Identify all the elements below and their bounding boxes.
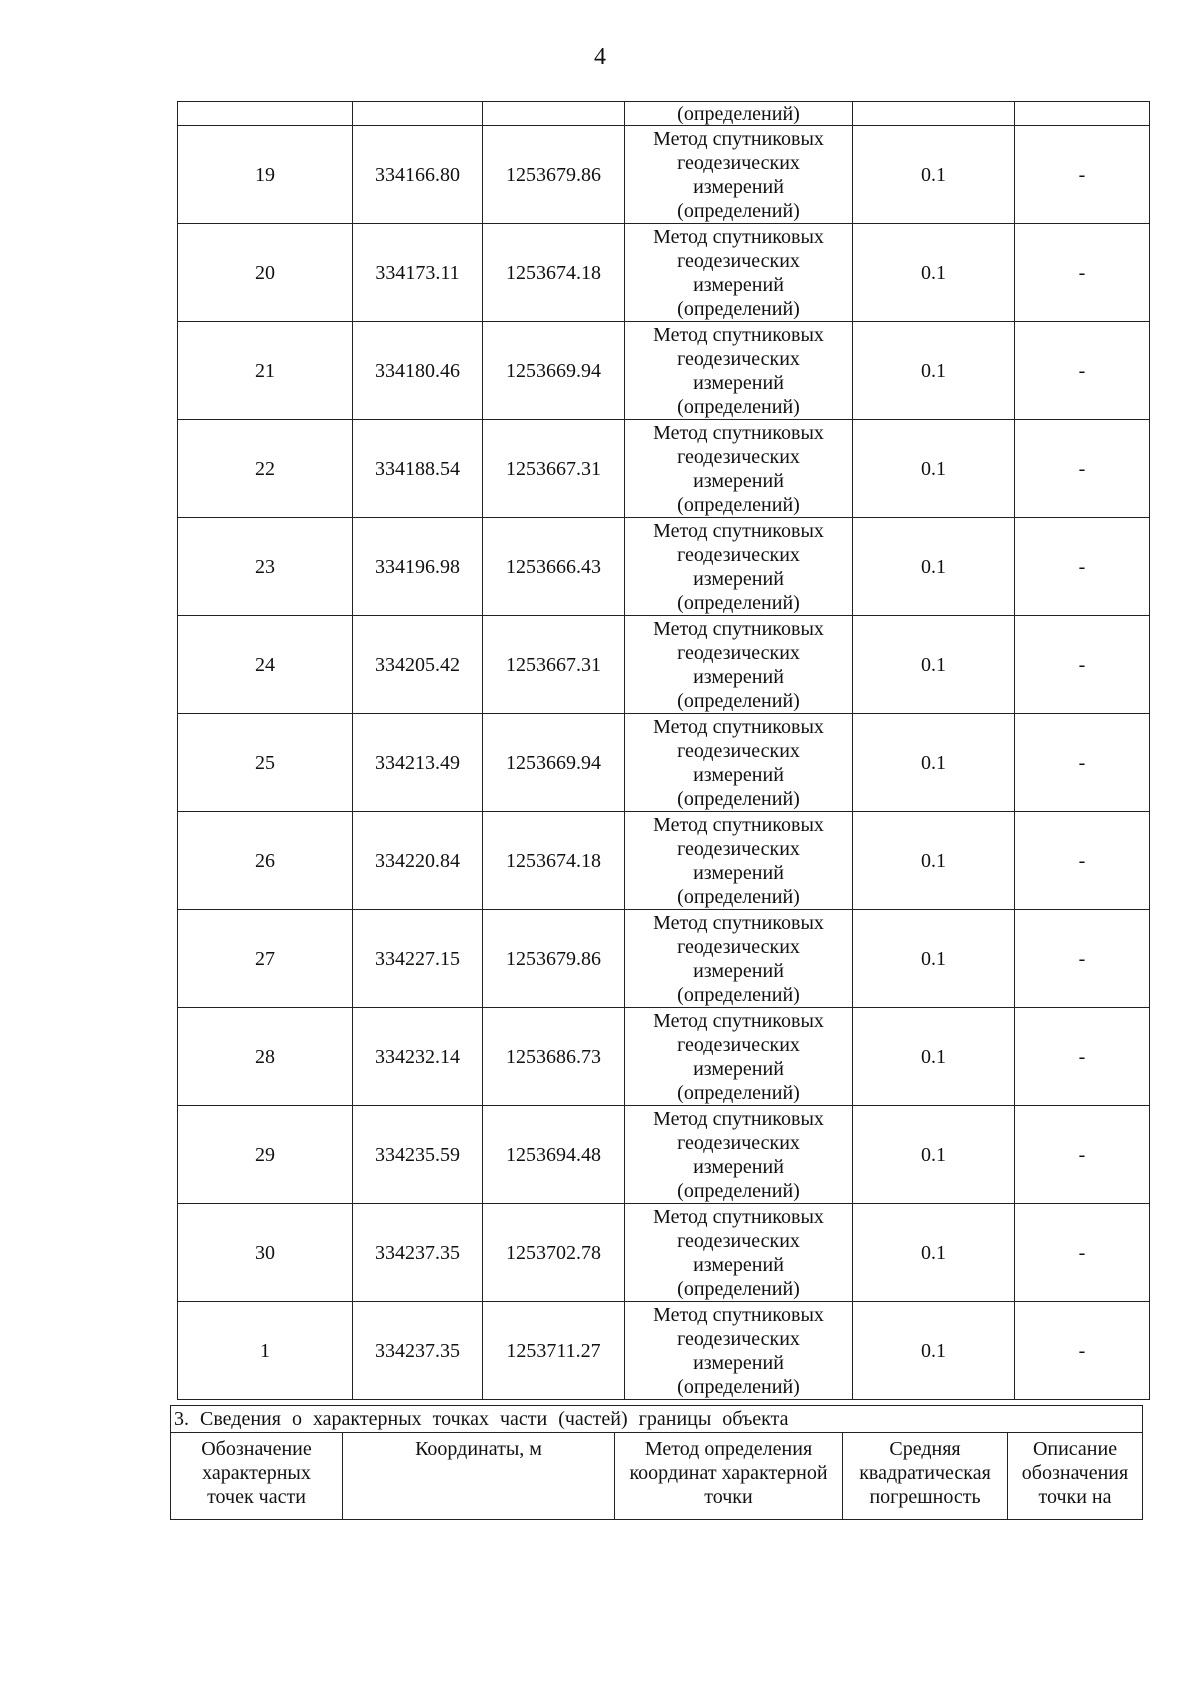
accuracy-cell: 0.1: [853, 224, 1015, 322]
description-cell: -: [1015, 812, 1150, 910]
description-cell: -: [1015, 1106, 1150, 1204]
method-line: геодезических: [677, 1131, 800, 1154]
header-line: Координаты, м: [415, 1438, 542, 1460]
method-line: (определений): [677, 199, 800, 222]
table-row: [178, 126, 1150, 224]
method-line: Метод спутниковых: [653, 911, 824, 934]
method-text: [653, 1303, 824, 1399]
accuracy-cell: 0.1: [853, 420, 1015, 518]
description-cell: -: [1015, 714, 1150, 812]
point-cell: [178, 102, 353, 126]
header-line: квадратическая: [859, 1462, 991, 1484]
method-line: (определений): [677, 1375, 800, 1398]
method-line: Метод спутниковых: [653, 127, 824, 150]
method-text: [653, 323, 824, 419]
method-line: геодезических: [677, 347, 800, 370]
method-text: [653, 519, 824, 615]
table-row: [178, 812, 1150, 910]
method-line: геодезических: [677, 1033, 800, 1056]
method-line: Метод спутниковых: [653, 519, 824, 542]
method-line: геодезических: [677, 1327, 800, 1350]
method-text: [653, 127, 824, 223]
method-cell: [625, 224, 853, 322]
method-line: измерений: [693, 371, 784, 394]
method-text: [653, 813, 824, 909]
table-row: [178, 1008, 1150, 1106]
method-line: (определений): [677, 983, 800, 1006]
accuracy-cell: 0.1: [853, 126, 1015, 224]
y-cell: 1253667.31: [483, 616, 625, 714]
accuracy-cell: 0.1: [853, 910, 1015, 1008]
x-cell: 334188.54: [353, 420, 483, 518]
point-cell: 27: [178, 910, 353, 1008]
accuracy-cell: 0.1: [853, 616, 1015, 714]
method-line: геодезических: [677, 1229, 800, 1252]
description-cell: -: [1015, 1204, 1150, 1302]
x-cell: 334213.49: [353, 714, 483, 812]
header-accuracy: [843, 1433, 1008, 1520]
description-cell: [1015, 102, 1150, 126]
method-cell: [625, 1008, 853, 1106]
method-line: Метод спутниковых: [653, 1009, 824, 1032]
method-text: [653, 1009, 824, 1105]
method-line: Метод спутниковых: [653, 813, 824, 836]
method-line: геодезических: [677, 641, 800, 664]
y-cell: 1253686.73: [483, 1008, 625, 1106]
description-cell: -: [1015, 322, 1150, 420]
point-cell: 20: [178, 224, 353, 322]
method-line: Метод спутниковых: [653, 715, 824, 738]
table-row: [178, 420, 1150, 518]
header-point-designation: [171, 1433, 343, 1520]
y-cell: 1253679.86: [483, 126, 625, 224]
x-cell: 334205.42: [353, 616, 483, 714]
description-cell: -: [1015, 224, 1150, 322]
y-cell: 1253679.86: [483, 910, 625, 1008]
table-row: [178, 1106, 1150, 1204]
method-line: Метод спутниковых: [653, 1303, 824, 1326]
description-cell: -: [1015, 518, 1150, 616]
accuracy-cell: 0.1: [853, 1008, 1015, 1106]
description-cell: -: [1015, 910, 1150, 1008]
method-line: геодезических: [677, 739, 800, 762]
y-cell: [483, 102, 625, 126]
header-line: характерных: [202, 1462, 311, 1484]
point-cell: 26: [178, 812, 353, 910]
header-line: Описание: [1032, 1438, 1118, 1460]
table-row: [178, 518, 1150, 616]
method-line: (определений): [677, 493, 800, 516]
method-cell: [625, 910, 853, 1008]
accuracy-cell: 0.1: [853, 714, 1015, 812]
y-cell: 1253669.94: [483, 714, 625, 812]
method-line: Метод спутниковых: [653, 1107, 824, 1130]
x-cell: 334220.84: [353, 812, 483, 910]
header-line: Средняя: [889, 1438, 961, 1460]
header-method: [615, 1433, 843, 1520]
method-cell: [625, 714, 853, 812]
table-row: [178, 616, 1150, 714]
header-coordinates: [343, 1433, 615, 1520]
x-cell: 334237.35: [353, 1204, 483, 1302]
point-cell: 24: [178, 616, 353, 714]
accuracy-cell: 0.1: [853, 322, 1015, 420]
point-cell: 29: [178, 1106, 353, 1204]
header-line: точки на: [1038, 1486, 1112, 1508]
method-line: геодезических: [677, 249, 800, 272]
method-line: Метод спутниковых: [653, 617, 824, 640]
method-text: [653, 911, 824, 1007]
point-cell: 19: [178, 126, 353, 224]
point-cell: 23: [178, 518, 353, 616]
method-line: (определений): [677, 591, 800, 614]
method-text: [653, 421, 824, 517]
y-cell: 1253702.78: [483, 1204, 625, 1302]
method-cell: [625, 812, 853, 910]
point-cell: 22: [178, 420, 353, 518]
header-line: координат характерной: [629, 1462, 828, 1484]
method-line: измерений: [693, 1057, 784, 1080]
y-cell: 1253666.43: [483, 518, 625, 616]
method-line: геодезических: [677, 837, 800, 860]
method-line: измерений: [693, 469, 784, 492]
method-cell: [625, 1302, 853, 1400]
method-cell: [625, 518, 853, 616]
header-description: [1008, 1433, 1143, 1520]
method-line: измерений: [693, 959, 784, 982]
y-cell: 1253669.94: [483, 322, 625, 420]
point-cell: 1: [178, 1302, 353, 1400]
header-line: Обозначение: [201, 1438, 312, 1460]
y-cell: 1253674.18: [483, 224, 625, 322]
method-line: измерений: [693, 763, 784, 786]
method-cell: (определений): [625, 102, 853, 126]
x-cell: 334227.15: [353, 910, 483, 1008]
method-cell: [625, 616, 853, 714]
method-cell: [625, 1106, 853, 1204]
point-cell: 30: [178, 1204, 353, 1302]
table-row: [178, 322, 1150, 420]
x-cell: 334196.98: [353, 518, 483, 616]
description-cell: -: [1015, 616, 1150, 714]
method-text: [653, 1205, 824, 1301]
method-text: [653, 617, 824, 713]
method-line: Метод спутниковых: [653, 323, 824, 346]
method-line: геодезических: [677, 935, 800, 958]
method-line: (определений): [677, 297, 800, 320]
x-cell: 334173.11: [353, 224, 483, 322]
method-line: Метод спутниковых: [653, 421, 824, 444]
x-cell: 334180.46: [353, 322, 483, 420]
method-line: измерений: [693, 1155, 784, 1178]
header-line: Метод определения: [644, 1438, 813, 1460]
table-row: [178, 1302, 1150, 1400]
method-line: измерений: [693, 665, 784, 688]
table-row: [178, 224, 1150, 322]
description-cell: -: [1015, 1302, 1150, 1400]
header-line: точки: [704, 1486, 753, 1508]
accuracy-cell: 0.1: [853, 518, 1015, 616]
table-row: [178, 1204, 1150, 1302]
description-cell: -: [1015, 126, 1150, 224]
method-line: (определений): [677, 395, 800, 418]
method-line: измерений: [693, 567, 784, 590]
method-text: [653, 715, 824, 811]
accuracy-cell: 0.1: [853, 1106, 1015, 1204]
method-line: Метод спутниковых: [653, 225, 824, 248]
method-line: (определений): [677, 689, 800, 712]
method-line: измерений: [693, 175, 784, 198]
accuracy-cell: 0.1: [853, 812, 1015, 910]
description-cell: -: [1015, 1008, 1150, 1106]
header-line: точек части: [207, 1486, 306, 1508]
accuracy-cell: 0.1: [853, 1302, 1015, 1400]
method-line: (определений): [677, 1081, 800, 1104]
method-line: (определений): [677, 1277, 800, 1300]
method-line: измерений: [693, 1351, 784, 1374]
header-line: обозначения: [1021, 1462, 1129, 1484]
method-line: геодезических: [677, 445, 800, 468]
header-line: погрешность: [869, 1486, 981, 1508]
coordinates-table: [177, 101, 1150, 1400]
y-cell: 1253667.31: [483, 420, 625, 518]
method-line: (определений): [677, 787, 800, 810]
continuation-row: [178, 102, 1150, 126]
accuracy-cell: 0.1: [853, 1204, 1015, 1302]
x-cell: 334166.80: [353, 126, 483, 224]
point-cell: 21: [178, 322, 353, 420]
section3-table: [170, 1405, 1143, 1520]
method-text: [653, 1107, 824, 1203]
point-cell: 25: [178, 714, 353, 812]
method-cell: [625, 420, 853, 518]
page-number: 4: [594, 44, 606, 70]
table-row: [178, 714, 1150, 812]
x-cell: 334232.14: [353, 1008, 483, 1106]
y-cell: 1253674.18: [483, 812, 625, 910]
method-line: геодезических: [677, 543, 800, 566]
point-cell: 28: [178, 1008, 353, 1106]
y-cell: 1253694.48: [483, 1106, 625, 1204]
accuracy-cell: [853, 102, 1015, 126]
method-cell: [625, 322, 853, 420]
section3-title: 3. Сведения о характерных точках части (частей) границы объекта: [171, 1406, 1143, 1433]
method-text: [653, 225, 824, 321]
method-cell: [625, 126, 853, 224]
method-line: измерений: [693, 273, 784, 296]
y-cell: 1253711.27: [483, 1302, 625, 1400]
method-line: (определений): [677, 885, 800, 908]
method-line: Метод спутниковых: [653, 1205, 824, 1228]
table-row: [178, 910, 1150, 1008]
description-cell: -: [1015, 420, 1150, 518]
x-cell: 334235.59: [353, 1106, 483, 1204]
method-line: измерений: [693, 1253, 784, 1276]
method-line: (определений): [677, 1179, 800, 1202]
method-cell: [625, 1204, 853, 1302]
x-cell: [353, 102, 483, 126]
x-cell: 334237.35: [353, 1302, 483, 1400]
method-line: измерений: [693, 861, 784, 884]
method-line: геодезических: [677, 151, 800, 174]
